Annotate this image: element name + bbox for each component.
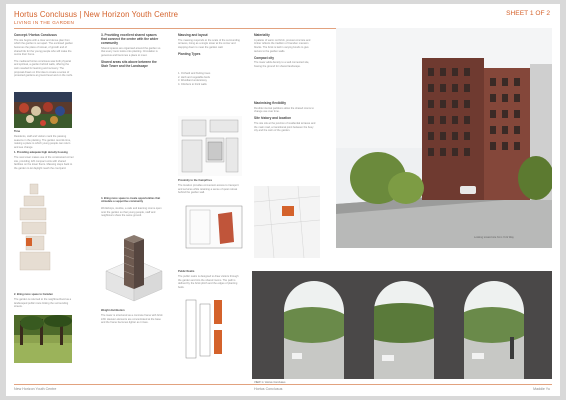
concept-paragraph-1: The site begins with a clear and dense plan from which the garden is set apart. The enclosed garden becomes the place of retreat, of growth and of shared life for the young people who will make the centre their home. <box>14 38 73 57</box>
public-realm-heading: Public Realm <box>178 270 195 273</box>
materiality-heading: Materiality <box>254 33 270 37</box>
massing-heading: Massing and layout <box>178 33 208 37</box>
item-1-text: The new tower makes use of the constrained corner site, providing 120 compact units with shared facilities on the lower floors. Massing steps back to the garden to let daylight reach the courtyard. <box>14 156 74 171</box>
flexibility-text: Flexible internal partitions allow the shared rooms to change use over time. <box>254 106 314 114</box>
footer-center: Hortus Conclusus <box>254 387 283 391</box>
site-history-text: The site sits at the junction of residential terraces and the main road, a transitional point between the busy city and the calm of the garden. <box>254 121 316 133</box>
concept-heading: Concept / Hortus Conclusus <box>14 33 57 37</box>
poster-title: Hortus Conclusus | New Horizon Youth Centre <box>14 10 179 19</box>
street-view-render <box>336 28 552 248</box>
planting-list <box>178 72 240 88</box>
proximity-text: The location provides convenient access to transport and services while retaining a sense of quiet retreat behind the garden wall. <box>178 184 239 195</box>
item-1-heading: 1. Providing adequate high density housing <box>14 151 68 154</box>
site-history-heading: Site history and location <box>254 116 292 121</box>
column-1-intro <box>14 32 74 92</box>
tower-axonometric <box>100 229 168 305</box>
column-3-intro <box>178 32 240 70</box>
compact-heading: Compact city <box>254 55 275 60</box>
materiality-text: A palette of warm red brick, precast concrete and timber reflects the tradition of Camden mansion blocks. The brick is laid in varying bonds to give texture to the garden walls. <box>254 38 311 53</box>
item-3-heading: 3. Providing excellent shared spaces that connect the centre with the wider community <box>101 33 159 45</box>
concept-paragraph-2: The medieval hortus conclusus was both physical and spiritual, a garden behind walls, offering the calm needed for learning and recovery. The proposal draws on this idea to create a series of protected gardens at ground level and on the roofs. <box>14 59 73 78</box>
time-caption: Time <box>14 130 21 133</box>
courtyard-render <box>252 271 552 379</box>
massing-text: The massing responds to the scale of the surrounding terraces, rising as a single tower at the corner and stepping down to meet the garden wall. <box>178 38 240 49</box>
planting-item: 4. Climbers to brick walls <box>178 83 207 87</box>
plan-caption: Proximity to the Camp/Cres <box>178 179 213 182</box>
stacking-diagram <box>16 180 54 276</box>
time-text: Residents, staff and visitors mark the passing seasons in the planting. The garden records time, making a place to which young people can return and see change. <box>14 135 71 149</box>
column-2-intro <box>101 32 163 88</box>
street-caption: Looking toward site from York Way <box>474 236 514 239</box>
facade-detail <box>180 296 244 362</box>
park-photo <box>14 315 72 363</box>
column-4-intro <box>254 32 316 98</box>
medieval-garden-painting <box>14 92 72 128</box>
footer-right: Maddie Yu <box>533 387 550 391</box>
footer-left: New Horizon Youth Centre <box>14 387 57 391</box>
item-2-text: The garden is returned to the neighbourhood as a landscaped public route linking the surrounding streets. <box>14 298 72 309</box>
poster-subtitle: LIVING IN THE GARDEN <box>14 20 75 25</box>
courtyard-caption: VIEW 1 / Hortus Conclusus <box>254 381 286 384</box>
column-4-lower <box>254 100 316 144</box>
item-4-text: Workshops, studios, a cafe and learning rooms open onto the garden so that young people, staff and neighbours share the same ground. <box>101 207 162 218</box>
poster-sheet <box>6 4 560 396</box>
brick-wall-plan <box>182 202 246 252</box>
shared-areas-subheading: Shared areas sits above between the Stair Tower and the Landscape <box>101 60 157 69</box>
bottom-rule <box>14 384 552 385</box>
weight-heading: Weight distribution <box>101 309 125 312</box>
item-2-heading: 2. Bring more space to Camden <box>14 293 53 296</box>
planting-item: 2. Herb and vegetable beds <box>178 75 210 79</box>
planting-item: 3. Woodland understorey <box>178 79 207 83</box>
planting-item: 1. Orchard and fruiting trees <box>178 72 211 75</box>
location-map <box>254 186 320 258</box>
compact-text: The tower adds density to a well connected site, freeing the ground for shared landscape. <box>254 61 310 69</box>
sheet-number: SHEET 1 OF 2 <box>506 10 550 17</box>
item-3-text: Shared spaces are organised around the garden so that every room looks onto planting. Circulation is generous and becomes a place to meet. <box>101 46 161 57</box>
item-4-heading: 4. Bring more space to create opportunities that stimulate a supportive community <box>101 197 161 204</box>
flexibility-heading: Maximising flexibility <box>254 101 287 105</box>
planting-heading: Planting Types <box>178 52 201 57</box>
site-plan <box>178 116 242 176</box>
public-realm-text: The public realm is designed to draw visitors through the garden and into the shared rooms. The path is defined by the brick plinth and the edges of planting beds. <box>178 275 239 290</box>
weight-text: The tower is structured as a concrete frame with brick infill. Heavier elements are concentrated at the base and the frame becomes lighter as it rises. <box>101 314 163 325</box>
